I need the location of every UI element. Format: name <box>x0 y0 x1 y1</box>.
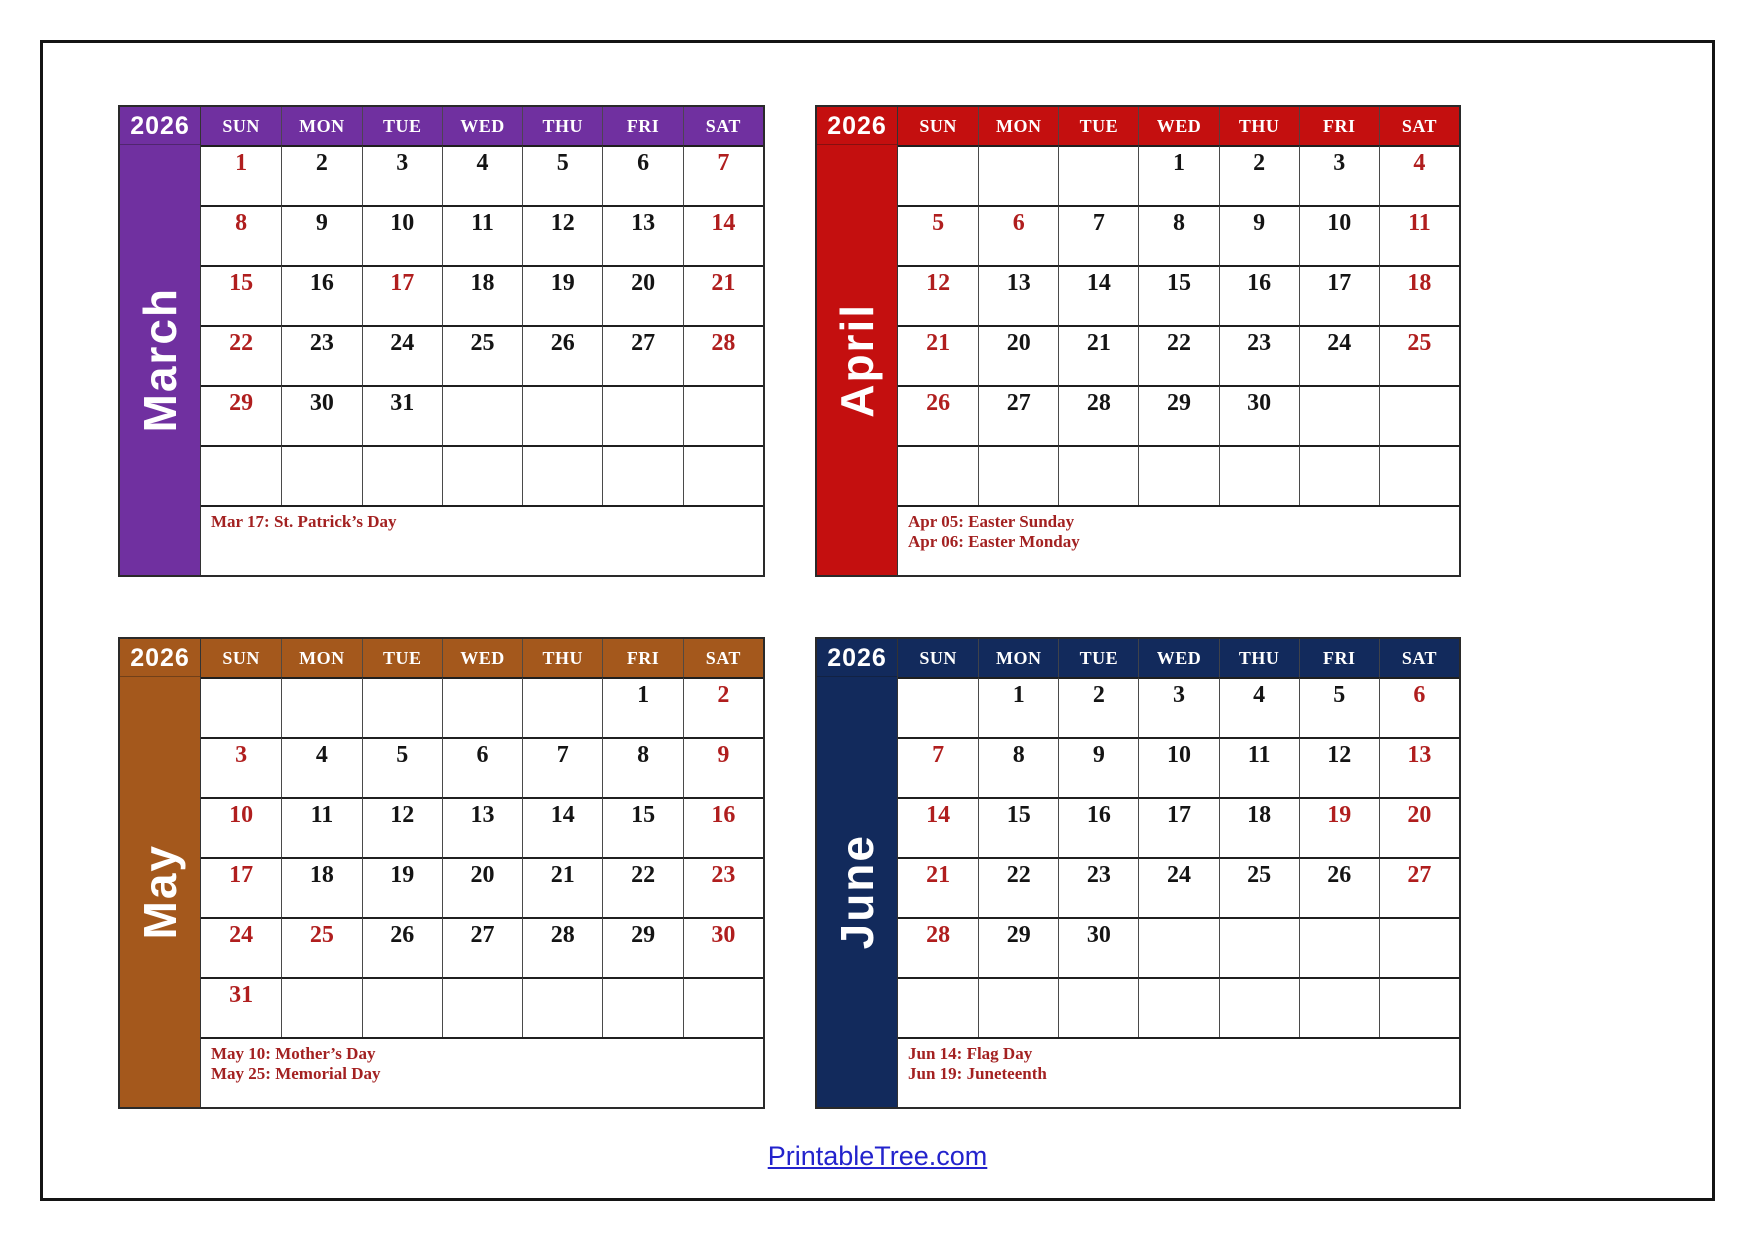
month-label: March <box>134 287 186 433</box>
dow-header: SUN <box>222 647 260 668</box>
date-cell <box>1379 977 1459 1037</box>
date-cell: 6 <box>978 205 1058 265</box>
date-cell <box>683 385 763 445</box>
date-cell: 17 <box>1138 797 1218 857</box>
date-cell: 15 <box>1138 265 1218 325</box>
date-cell: 27 <box>978 385 1058 445</box>
holiday-note: Jun 19: Juneteenth <box>908 1064 1047 1084</box>
date-cell: 10 <box>1138 737 1218 797</box>
date-cell: 22 <box>201 325 281 385</box>
date-cell: 1 <box>978 677 1058 737</box>
date-cell: 19 <box>1299 797 1379 857</box>
holiday-note: May 10: Mother’s Day <box>211 1044 376 1063</box>
date-cell: 5 <box>522 145 602 205</box>
dow-header: WED <box>1138 639 1218 677</box>
date-cell: 21 <box>522 857 602 917</box>
dow-header: TUE <box>362 107 442 145</box>
printabletree-link[interactable]: PrintableTree.com <box>767 1141 988 1171</box>
date-grid <box>201 145 763 505</box>
date-cell <box>683 977 763 1037</box>
date-cell <box>1379 385 1459 445</box>
date-cell: 27 <box>602 325 682 385</box>
date-cell: 29 <box>201 385 281 445</box>
dow-header: SAT <box>1379 639 1459 677</box>
date-cell: 30 <box>1219 385 1299 445</box>
date-cell: 25 <box>442 325 522 385</box>
dow-header: WED <box>442 639 522 677</box>
holiday-note: Apr 06: Easter Monday <box>908 532 1080 552</box>
date-cell: 9 <box>683 737 763 797</box>
date-cell: 13 <box>978 265 1058 325</box>
date-cell: 17 <box>201 857 281 917</box>
date-cell: 21 <box>683 265 763 325</box>
holiday-note: Jun 14: Flag Day <box>908 1044 1033 1063</box>
date-cell: 7 <box>898 737 978 797</box>
month-label: April <box>831 302 883 418</box>
year-label: 2026 <box>817 639 897 677</box>
date-cell <box>978 977 1058 1037</box>
dow-header: MON <box>978 639 1058 677</box>
date-cell <box>201 677 281 737</box>
month-main <box>200 107 763 575</box>
date-cell <box>898 677 978 737</box>
date-cell: 14 <box>683 205 763 265</box>
month-june <box>815 637 1461 1109</box>
date-cell <box>978 445 1058 505</box>
date-cell: 25 <box>281 917 361 977</box>
date-cell: 6 <box>1379 677 1459 737</box>
date-cell: 16 <box>683 797 763 857</box>
dow-header: FRI <box>1299 107 1379 145</box>
date-cell: 29 <box>1138 385 1218 445</box>
date-cell: 21 <box>1058 325 1138 385</box>
month-sidebar <box>120 107 200 575</box>
month-may <box>118 637 765 1109</box>
date-cell: 18 <box>281 857 361 917</box>
date-cell: 4 <box>281 737 361 797</box>
date-cell: 10 <box>362 205 442 265</box>
date-cell: 2 <box>281 145 361 205</box>
date-cell: 16 <box>1058 797 1138 857</box>
dow-header: MON <box>978 107 1058 145</box>
date-cell: 13 <box>442 797 522 857</box>
date-cell: 21 <box>898 325 978 385</box>
date-cell: 23 <box>1219 325 1299 385</box>
date-cell <box>281 677 361 737</box>
dow-header-row <box>898 107 1459 145</box>
date-cell: 1 <box>602 677 682 737</box>
date-cell: 7 <box>522 737 602 797</box>
month-sidebar <box>120 639 200 1107</box>
date-cell: 14 <box>1058 265 1138 325</box>
holiday-note: Mar 17: St. Patrick’s Day <box>211 512 397 531</box>
year-label: 2026 <box>120 107 200 145</box>
date-cell: 8 <box>201 205 281 265</box>
month-label: May <box>134 844 186 940</box>
holiday-note: Apr 05: Easter Sunday <box>908 512 1075 531</box>
date-cell <box>1219 445 1299 505</box>
date-cell: 5 <box>362 737 442 797</box>
dow-header: SAT <box>683 107 763 145</box>
date-cell: 24 <box>1138 857 1218 917</box>
date-cell: 9 <box>1058 737 1138 797</box>
date-cell <box>602 385 682 445</box>
date-cell <box>1299 977 1379 1037</box>
date-cell: 25 <box>1219 857 1299 917</box>
date-cell: 22 <box>1138 325 1218 385</box>
month-main <box>897 107 1459 575</box>
dow-header: SAT <box>1379 107 1459 145</box>
date-cell: 11 <box>281 797 361 857</box>
date-cell: 24 <box>1299 325 1379 385</box>
month-march <box>118 105 765 577</box>
dow-header: MON <box>281 107 361 145</box>
date-cell: 11 <box>1379 205 1459 265</box>
date-cell: 20 <box>602 265 682 325</box>
date-cell: 25 <box>1379 325 1459 385</box>
dow-header: THU <box>1219 639 1299 677</box>
date-cell: 16 <box>1219 265 1299 325</box>
date-cell: 26 <box>1299 857 1379 917</box>
date-cell: 17 <box>1299 265 1379 325</box>
date-cell: 24 <box>201 917 281 977</box>
month-label-wrap <box>120 677 200 1107</box>
date-cell: 12 <box>522 205 602 265</box>
date-cell: 2 <box>1058 677 1138 737</box>
date-cell: 27 <box>442 917 522 977</box>
month-april <box>815 105 1461 577</box>
month-sidebar <box>817 639 897 1107</box>
date-cell: 11 <box>1219 737 1299 797</box>
date-cell: 7 <box>1058 205 1138 265</box>
date-cell <box>1058 445 1138 505</box>
date-cell: 4 <box>442 145 522 205</box>
date-cell <box>602 445 682 505</box>
date-cell: 30 <box>1058 917 1138 977</box>
date-cell: 12 <box>1299 737 1379 797</box>
date-cell: 12 <box>362 797 442 857</box>
date-cell: 20 <box>442 857 522 917</box>
dow-header-row <box>898 639 1459 677</box>
dow-header: FRI <box>1299 639 1379 677</box>
dow-header-row <box>201 639 763 677</box>
date-cell <box>1138 445 1218 505</box>
dow-header: WED <box>1138 107 1218 145</box>
date-cell: 2 <box>683 677 763 737</box>
date-cell: 5 <box>1299 677 1379 737</box>
month-label-wrap <box>120 145 200 575</box>
month-main <box>897 639 1459 1107</box>
month-label: June <box>831 834 883 950</box>
date-cell: 30 <box>683 917 763 977</box>
dow-header-row <box>201 107 763 145</box>
holiday-notes <box>201 505 763 575</box>
holiday-notes <box>201 1037 763 1107</box>
month-sidebar <box>817 107 897 575</box>
dow-header: FRI <box>602 107 682 145</box>
date-cell: 9 <box>1219 205 1299 265</box>
date-cell: 13 <box>1379 737 1459 797</box>
dow-header: TUE <box>362 639 442 677</box>
date-cell: 23 <box>1058 857 1138 917</box>
date-cell: 30 <box>281 385 361 445</box>
months-grid <box>118 105 1461 1109</box>
date-cell <box>1299 917 1379 977</box>
date-cell: 8 <box>1138 205 1218 265</box>
date-cell: 22 <box>978 857 1058 917</box>
date-cell <box>1379 917 1459 977</box>
date-cell <box>442 445 522 505</box>
date-cell: 28 <box>683 325 763 385</box>
date-cell: 27 <box>1379 857 1459 917</box>
date-cell: 26 <box>522 325 602 385</box>
date-cell: 11 <box>442 205 522 265</box>
date-cell <box>522 385 602 445</box>
date-cell: 17 <box>362 265 442 325</box>
dow-header: FRI <box>602 639 682 677</box>
date-cell: 29 <box>602 917 682 977</box>
date-cell: 7 <box>683 145 763 205</box>
page-border-frame <box>40 40 1715 1201</box>
date-cell: 10 <box>201 797 281 857</box>
date-cell <box>201 445 281 505</box>
date-cell: 29 <box>978 917 1058 977</box>
dow-header: WED <box>442 107 522 145</box>
dow-header: TUE <box>1058 107 1138 145</box>
date-cell: 1 <box>201 145 281 205</box>
date-cell: 3 <box>201 737 281 797</box>
date-cell: 28 <box>898 917 978 977</box>
date-cell <box>362 977 442 1037</box>
date-cell: 18 <box>442 265 522 325</box>
date-cell: 2 <box>1219 145 1299 205</box>
date-cell <box>1299 445 1379 505</box>
date-cell: 8 <box>602 737 682 797</box>
date-cell: 31 <box>201 977 281 1037</box>
year-label: 2026 <box>120 639 200 677</box>
dow-header: SAT <box>683 639 763 677</box>
dow-header: TUE <box>1058 639 1138 677</box>
date-cell <box>898 977 978 1037</box>
date-cell: 21 <box>898 857 978 917</box>
dow-header: THU <box>522 639 602 677</box>
date-cell <box>362 445 442 505</box>
date-cell <box>1138 917 1218 977</box>
date-cell <box>281 977 361 1037</box>
date-cell <box>1299 385 1379 445</box>
date-cell: 28 <box>522 917 602 977</box>
date-cell: 15 <box>201 265 281 325</box>
date-cell <box>1138 977 1218 1037</box>
month-label-wrap <box>817 677 897 1107</box>
date-cell: 26 <box>898 385 978 445</box>
holiday-note: May 25: Memorial Day <box>211 1064 381 1084</box>
date-cell: 10 <box>1299 205 1379 265</box>
date-cell: 13 <box>602 205 682 265</box>
holiday-notes <box>898 505 1459 575</box>
date-cell: 15 <box>978 797 1058 857</box>
date-cell: 31 <box>362 385 442 445</box>
date-cell <box>1379 445 1459 505</box>
date-cell <box>602 977 682 1037</box>
date-cell <box>522 977 602 1037</box>
date-cell: 20 <box>978 325 1058 385</box>
month-label-wrap <box>817 145 897 575</box>
date-cell: 23 <box>683 857 763 917</box>
date-cell <box>442 385 522 445</box>
date-cell: 6 <box>442 737 522 797</box>
date-cell <box>1219 917 1299 977</box>
date-cell <box>898 145 978 205</box>
date-cell <box>281 445 361 505</box>
date-cell: 4 <box>1379 145 1459 205</box>
date-cell <box>1058 977 1138 1037</box>
date-cell: 18 <box>1219 797 1299 857</box>
date-cell: 5 <box>898 205 978 265</box>
date-grid <box>898 677 1459 1037</box>
date-cell <box>522 445 602 505</box>
date-cell <box>362 677 442 737</box>
date-cell <box>1058 145 1138 205</box>
year-label: 2026 <box>817 107 897 145</box>
date-cell: 14 <box>898 797 978 857</box>
date-cell <box>442 977 522 1037</box>
date-cell: 20 <box>1379 797 1459 857</box>
date-cell: 4 <box>1219 677 1299 737</box>
date-cell: 19 <box>362 857 442 917</box>
month-main <box>200 639 763 1107</box>
dow-header: THU <box>522 107 602 145</box>
date-cell: 3 <box>1138 677 1218 737</box>
date-grid <box>898 145 1459 505</box>
date-cell: 12 <box>898 265 978 325</box>
date-cell <box>1219 977 1299 1037</box>
date-cell: 6 <box>602 145 682 205</box>
date-cell: 18 <box>1379 265 1459 325</box>
dow-header: SUN <box>919 647 957 668</box>
date-cell: 3 <box>362 145 442 205</box>
date-cell <box>978 145 1058 205</box>
holiday-notes <box>898 1037 1459 1107</box>
footer <box>43 1141 1712 1172</box>
date-cell: 22 <box>602 857 682 917</box>
date-cell <box>522 677 602 737</box>
date-cell <box>683 445 763 505</box>
date-cell: 14 <box>522 797 602 857</box>
date-cell: 28 <box>1058 385 1138 445</box>
dow-header: SUN <box>919 115 957 136</box>
dow-header: MON <box>281 639 361 677</box>
date-cell: 19 <box>522 265 602 325</box>
date-cell: 15 <box>602 797 682 857</box>
date-cell: 8 <box>978 737 1058 797</box>
date-cell: 24 <box>362 325 442 385</box>
date-cell: 3 <box>1299 145 1379 205</box>
date-cell: 26 <box>362 917 442 977</box>
date-cell: 1 <box>1138 145 1218 205</box>
date-cell <box>442 677 522 737</box>
date-cell: 16 <box>281 265 361 325</box>
date-grid <box>201 677 763 1037</box>
dow-header: THU <box>1219 107 1299 145</box>
dow-header: SUN <box>222 115 260 136</box>
date-cell: 23 <box>281 325 361 385</box>
date-cell: 9 <box>281 205 361 265</box>
date-cell <box>898 445 978 505</box>
